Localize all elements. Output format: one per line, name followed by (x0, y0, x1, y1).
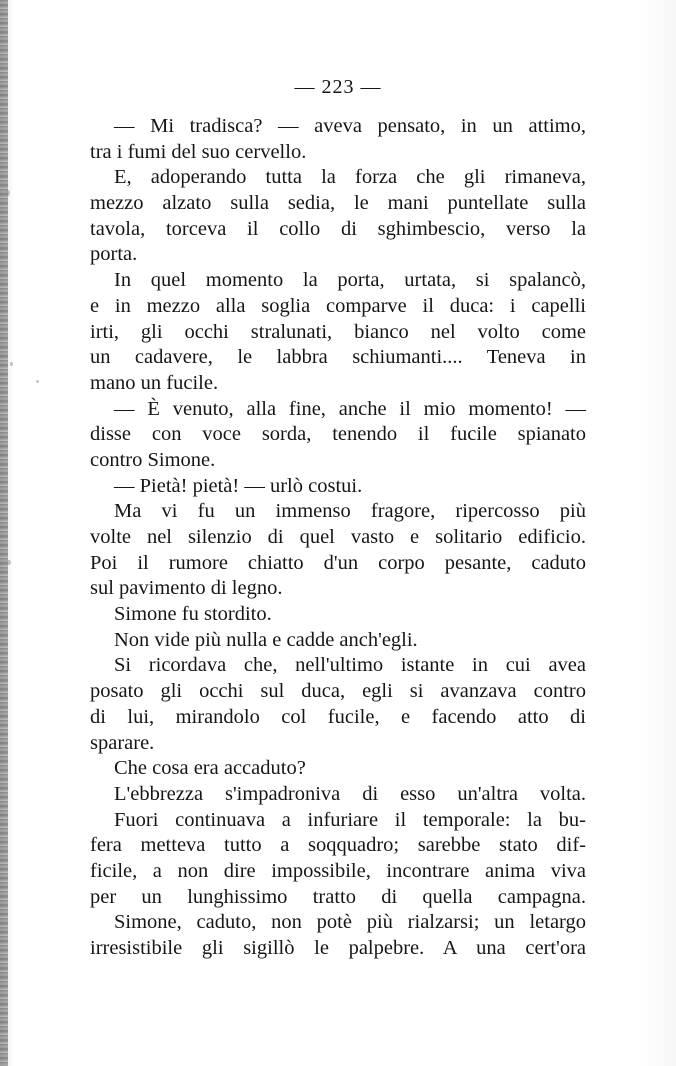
text-line: Non vide più nulla e cadde anch'egli. (114, 628, 418, 651)
text-line: In quel momento la porta, urtata, si spalancò, (114, 269, 586, 292)
text-line: tra i fumi del suo cervello. (90, 140, 307, 163)
text-line: Ma vi fu un immenso fragore, ripercosso più (114, 500, 586, 523)
text-line: E, adoperando tutta la forza che gli rimaneva, (114, 166, 586, 189)
text-line: disse con voce sorda, tenendo il fucile spianato (90, 423, 586, 446)
text-line: per un lunghissimo tratto di quella campagna. (90, 885, 586, 908)
text-line: di lui, mirandolo col fucile, e facendo atto di (90, 705, 586, 728)
text-line: e in mezzo alla soglia comparve il duca: i capelli (90, 294, 586, 317)
text-line: posato gli occhi sul duca, egli si avanzava contro (90, 680, 586, 703)
text-line: L'ebbrezza s'impadroniva di esso un'altra volta. (114, 782, 586, 805)
text-line: mezzo alzato sulla sedia, le mani puntellate sulla (90, 192, 586, 215)
text-line: — Pietà! pietà! — urlò costui. (114, 474, 363, 497)
text-line: ficile, a non dire impossibile, incontrare anima viva (90, 859, 586, 882)
text-line: irresistibile gli sigillò le palpebre. A una cert'ora (90, 937, 586, 959)
text-line: sul pavimento di legno. (90, 577, 283, 600)
text-line: — Mi tradisca? — aveva pensato, in un attimo, (114, 115, 586, 137)
paper-speck (7, 560, 11, 565)
text-line: porta. (90, 243, 138, 266)
text-line: Simone, caduto, non potè più rialzarsi; un letargo (114, 911, 586, 934)
body-text (90, 114, 586, 962)
text-line: irti, gli occhi stralunati, bianco nel volto come (90, 320, 586, 343)
text-line: sparare. (90, 731, 155, 754)
binding-edge (0, 0, 8, 1066)
text-line: Fuori continuava a infuriare il temporale: la bu- (114, 808, 586, 831)
text-line: un cadavere, le labbra schiumanti.... Teneva in (90, 346, 586, 369)
text-line: contro Simone. (90, 448, 216, 471)
text-line: — È venuto, alla fine, anche il mio momento! — (114, 397, 586, 420)
paper-speck (6, 190, 10, 196)
text-line: Che cosa era accaduto? (114, 757, 306, 780)
paper-speck (36, 380, 39, 383)
text-line: Poi il rumore chiatto d'un corpo pesante, caduto (90, 551, 586, 574)
text-line: tavola, torceva il collo di sghimbescio, verso la (90, 217, 586, 240)
text-line: mano un fucile. (90, 371, 219, 394)
text-line: volte nel silenzio di quel vasto e solitario edificio. (90, 526, 586, 548)
text-line: Simone fu stordito. (114, 603, 272, 626)
paper-speck (10, 362, 13, 366)
text-line: Si ricordava che, nell'ultimo istante in cui avea (114, 654, 586, 677)
text-line: fera metteva tutto a soqquadro; sarebbe stato dif- (90, 834, 586, 857)
page-number: — 223 — (294, 76, 382, 98)
